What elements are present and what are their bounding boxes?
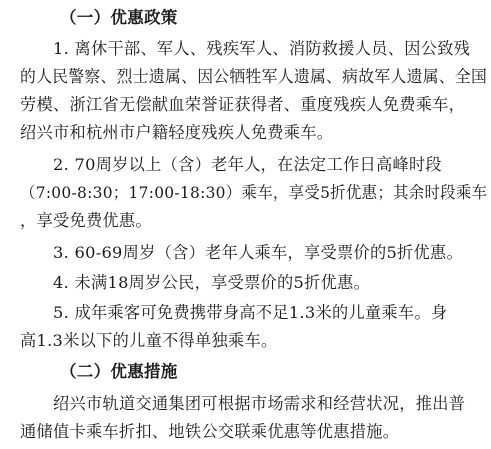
measures-line-2: 通储值卡乘车折扣、地铁公交联乘优惠等优惠措施。: [20, 422, 400, 441]
policy-item-2-line-2: （7:00-8:30；17:00-18:30）乘车，享受5折优惠；其余时段乘车: [20, 183, 488, 202]
policy-item-2-line-1: 2. 70周岁以上（含）老年人，在法定工作日高峰时段: [53, 155, 442, 174]
policy-item-1-line-1: 1. 离休干部、军人、残疾军人、消防救援人员、因公致残: [53, 39, 471, 58]
policy-item-1-line-4: 绍兴市和杭州市户籍轻度残疾人免费乘车。: [20, 123, 334, 142]
policy-item-1-line-2: 的人民警察、烈士遗属、因公牺牲军人遗属、病故军人遗属、全国: [20, 67, 488, 86]
section-heading-policies: （一）优惠政策: [60, 8, 178, 27]
policy-item-5-line-1: 5. 成年乘客可免费携带身高不足1.3米的儿童乘车。身: [53, 303, 448, 322]
section-heading-measures: （二）优惠措施: [60, 362, 178, 381]
policy-item-2-line-3: ，享受免费优惠。: [20, 211, 152, 230]
policy-item-3: 3. 60-69周岁（含）老年人乘车，享受票价的5折优惠。: [53, 243, 464, 262]
policy-item-5-line-2: 高1.3米以下的儿童不得单独乘车。: [20, 331, 278, 350]
measures-line-1: 绍兴市轨道交通集团可根据市场需求和经营状况，推出普: [53, 394, 466, 413]
policy-item-1-line-3: 劳模、浙江省无偿献血荣誉证获得者、重度残疾人免费乘车，: [20, 95, 466, 114]
policy-item-4: 4. 未满18周岁公民，享受票价的5折优惠。: [53, 273, 371, 292]
